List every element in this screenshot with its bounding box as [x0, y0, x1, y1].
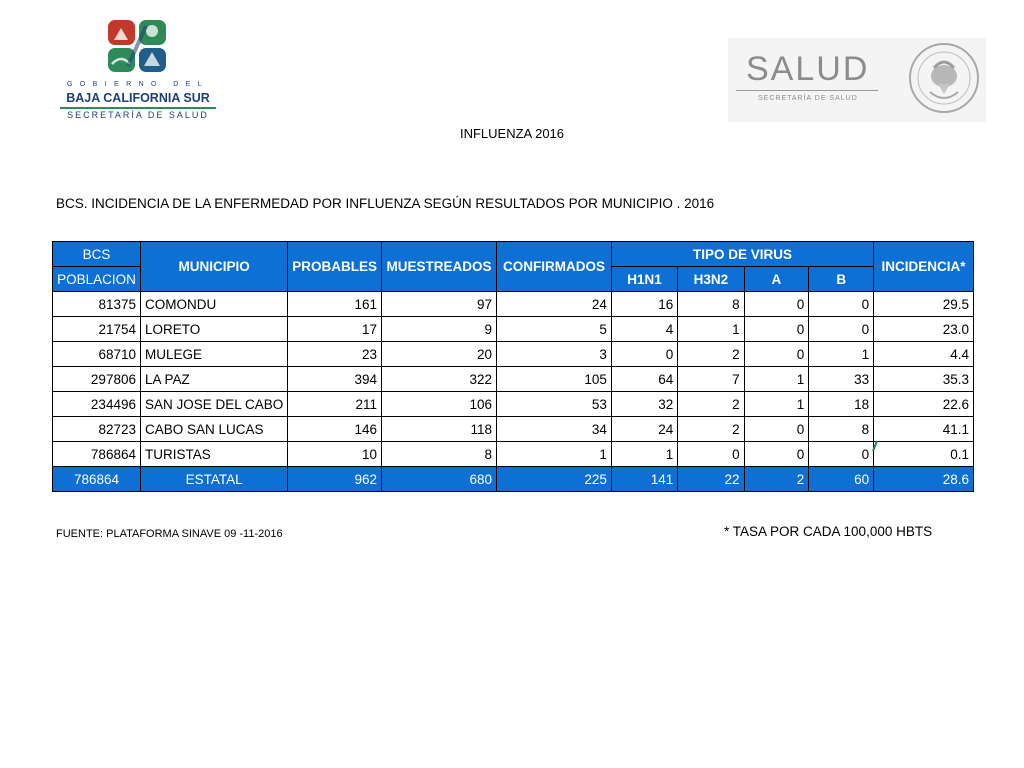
total-a: 2 — [744, 467, 809, 492]
total-confirmados: 225 — [497, 467, 612, 492]
cell-probables: 394 — [288, 367, 382, 392]
cell-poblacion: 297806 — [53, 367, 141, 392]
total-probables: 962 — [288, 467, 382, 492]
total-label: ESTATAL — [140, 467, 287, 492]
cell-muestreados: 106 — [382, 392, 497, 417]
cell-municipio: CABO SAN LUCAS — [140, 417, 287, 442]
total-h1n1: 141 — [611, 467, 677, 492]
cell-incidencia: 41.1 — [874, 417, 974, 442]
salud-logo — [728, 38, 986, 122]
cell-h3n2: 8 — [678, 292, 744, 317]
header-bcs: BCS — [53, 242, 141, 267]
cell-h3n2: 7 — [678, 367, 744, 392]
table-caption: BCS. INCIDENCIA DE LA ENFERMEDAD POR INFLUENZA SEGÚN RESULTADOS POR MUNICIPIO . 2016 — [56, 196, 715, 211]
source-note: FUENTE: PLATAFORMA SINAVE 09 -11-2016 — [56, 528, 283, 540]
coat-of-arms-icon — [906, 38, 982, 118]
total-poblacion: 786864 — [53, 467, 141, 492]
cell-b: 1 — [809, 342, 874, 367]
cell-municipio: LORETO — [140, 317, 287, 342]
table-row — [53, 342, 974, 367]
cell-h1n1: 64 — [611, 367, 677, 392]
cell-poblacion: 21754 — [53, 317, 141, 342]
cell-poblacion: 786864 — [53, 442, 141, 467]
cell-muestreados: 9 — [382, 317, 497, 342]
cell-muestreados: 322 — [382, 367, 497, 392]
cell-incidencia: 0.1 — [874, 442, 974, 467]
cell-incidencia: 29.5 — [874, 292, 974, 317]
cell-h3n2: 1 — [678, 317, 744, 342]
incidence-table — [52, 241, 974, 492]
table-row — [53, 417, 974, 442]
cell-h3n2: 0 — [678, 442, 744, 467]
cell-muestreados: 20 — [382, 342, 497, 367]
cell-incidencia: 4.4 — [874, 342, 974, 367]
cell-b: 0 — [809, 292, 874, 317]
cell-municipio: TURISTAS — [140, 442, 287, 467]
table-row — [53, 392, 974, 417]
cell-municipio: LA PAZ — [140, 367, 287, 392]
logo-divider — [60, 107, 216, 109]
cell-b: 18 — [809, 392, 874, 417]
header-b: B — [809, 267, 874, 292]
cell-probables: 146 — [288, 417, 382, 442]
cell-a: 0 — [744, 417, 809, 442]
cell-probables: 161 — [288, 292, 382, 317]
cell-poblacion: 81375 — [53, 292, 141, 317]
cell-h1n1: 0 — [611, 342, 677, 367]
cell-marker-icon — [872, 441, 878, 451]
total-incidencia: 28.6 — [874, 467, 974, 492]
cell-a: 0 — [744, 342, 809, 367]
header-muestreados: MUESTREADOS — [382, 242, 497, 292]
cell-poblacion: 234496 — [53, 392, 141, 417]
header-poblacion: POBLACION — [53, 267, 141, 292]
cell-incidencia: 35.3 — [874, 367, 974, 392]
cell-municipio: SAN JOSE DEL CABO — [140, 392, 287, 417]
table-row — [53, 442, 974, 467]
header-a: A — [744, 267, 809, 292]
cell-a: 0 — [744, 442, 809, 467]
cell-a: 1 — [744, 367, 809, 392]
cell-a: 1 — [744, 392, 809, 417]
table-row — [53, 367, 974, 392]
cell-a: 0 — [744, 317, 809, 342]
cell-incidencia: 22.6 — [874, 392, 974, 417]
header-confirmados: CONFIRMADOS — [497, 242, 612, 292]
total-b: 60 — [809, 467, 874, 492]
total-h3n2: 22 — [678, 467, 744, 492]
cell-h1n1: 1 — [611, 442, 677, 467]
cell-confirmados: 1 — [497, 442, 612, 467]
cell-probables: 211 — [288, 392, 382, 417]
cell-h1n1: 32 — [611, 392, 677, 417]
cell-b: 33 — [809, 367, 874, 392]
cell-muestreados: 97 — [382, 292, 497, 317]
cell-confirmados: 24 — [497, 292, 612, 317]
cell-h1n1: 24 — [611, 417, 677, 442]
cell-probables: 23 — [288, 342, 382, 367]
cell-probables: 17 — [288, 317, 382, 342]
cell-municipio: COMONDU — [140, 292, 287, 317]
cell-probables: 10 — [288, 442, 382, 467]
total-muestreados: 680 — [382, 467, 497, 492]
table-row — [53, 317, 974, 342]
header-incidencia: INCIDENCIA* — [874, 242, 974, 292]
cell-b: 0 — [809, 317, 874, 342]
rate-footnote: * TASA POR CADA 100,000 HBTS — [724, 524, 933, 539]
table-row — [53, 292, 974, 317]
cell-confirmados: 5 — [497, 317, 612, 342]
cell-h1n1: 4 — [611, 317, 677, 342]
cell-municipio: MULEGE — [140, 342, 287, 367]
cell-muestreados: 118 — [382, 417, 497, 442]
salud-wordmark: SALUD — [746, 50, 870, 88]
cell-a: 0 — [744, 292, 809, 317]
header-h3n2: H3N2 — [678, 267, 744, 292]
cell-confirmados: 34 — [497, 417, 612, 442]
cell-h3n2: 2 — [678, 417, 744, 442]
cell-confirmados: 53 — [497, 392, 612, 417]
cell-poblacion: 82723 — [53, 417, 141, 442]
cell-b: 0 — [809, 442, 874, 467]
bcs-emblem-icon — [106, 18, 168, 74]
logo-state-name: BAJA CALIFORNIA SUR — [66, 91, 210, 105]
page-title: INFLUENZA 2016 — [459, 126, 565, 141]
cell-h3n2: 2 — [678, 392, 744, 417]
header-municipio: MUNICIPIO — [140, 242, 287, 292]
logo-spaced-text: GOBIERNO DEL — [66, 81, 210, 88]
bcs-government-logo — [56, 18, 220, 122]
salud-divider — [736, 90, 878, 91]
header-h1n1: H1N1 — [611, 267, 677, 292]
logo-subtitle: SECRETARÍA DE SALUD — [67, 110, 209, 120]
cell-b: 8 — [809, 417, 874, 442]
salud-subtitle: SECRETARÍA DE SALUD — [758, 95, 858, 102]
cell-confirmados: 3 — [497, 342, 612, 367]
header-tipo-de-virus: TIPO DE VIRUS — [611, 242, 873, 267]
cell-muestreados: 8 — [382, 442, 497, 467]
cell-incidencia: 23.0 — [874, 317, 974, 342]
cell-h3n2: 2 — [678, 342, 744, 367]
cell-confirmados: 105 — [497, 367, 612, 392]
total-row — [53, 467, 974, 492]
cell-poblacion: 68710 — [53, 342, 141, 367]
header-probables: PROBABLES — [288, 242, 382, 292]
cell-h1n1: 16 — [611, 292, 677, 317]
